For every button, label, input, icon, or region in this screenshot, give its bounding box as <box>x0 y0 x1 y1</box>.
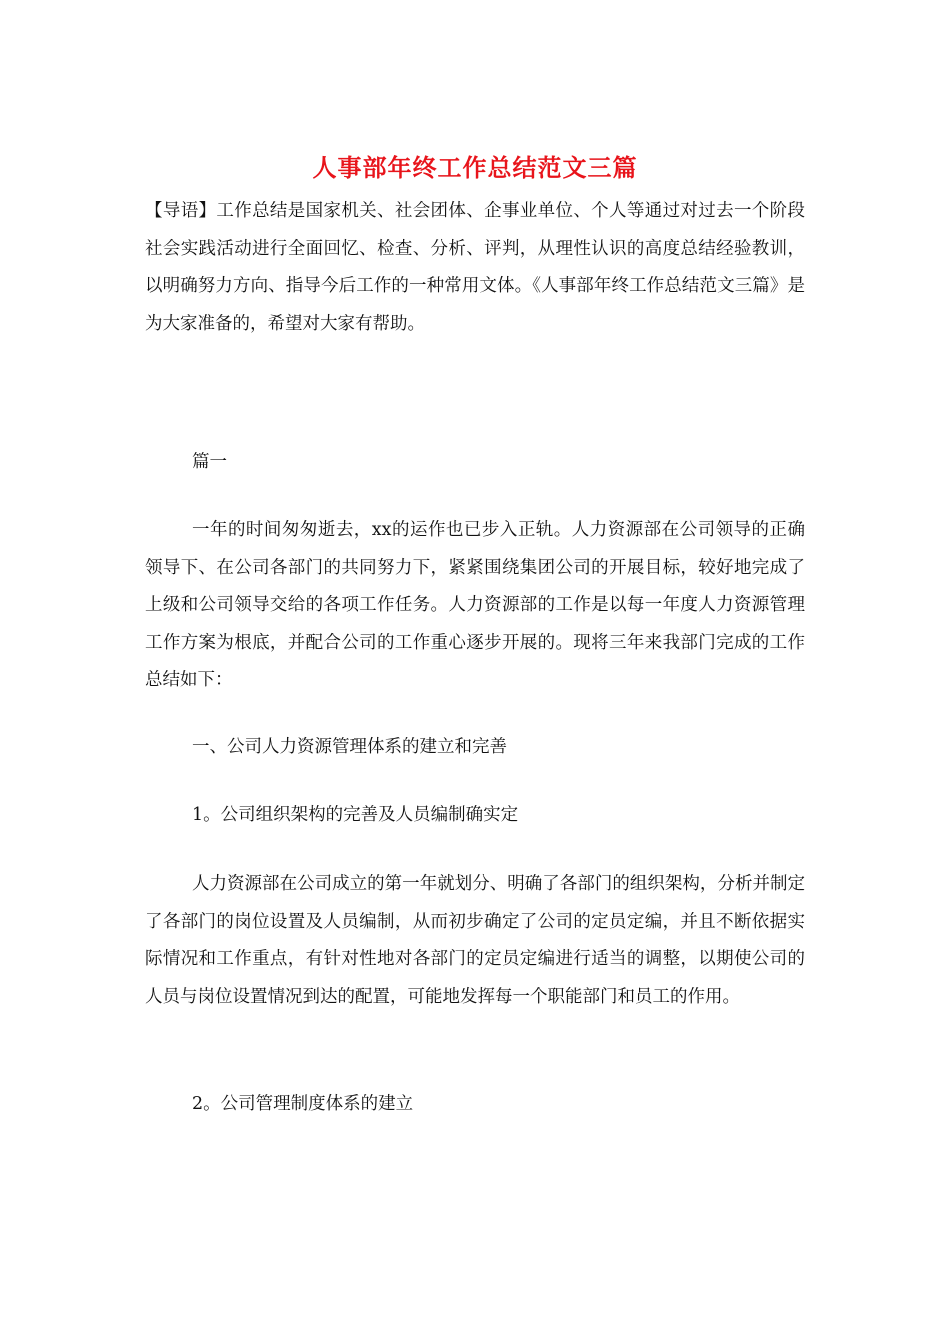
intro-paragraph: 【导语】工作总结是国家机关、社会团体、企事业单位、个人等通过对过去一个阶段社会实践活动进行全面回忆、检查、分析、评判，从理性认识的高度总结经验教训，以明确努力方向、指导今后工作的一种常用文体。《人事部年终工作总结范文三篇》是为大家准备的，希望对大家有帮助。 <box>145 201 805 334</box>
heading-1: 一、公司人力资源管理体系的建立和完善 <box>192 737 507 757</box>
section-label: 篇一 <box>192 452 227 472</box>
body-paragraph-2: 人力资源部在公司成立的第一年就划分、明确了各部门的组织架构，分析并制定了各部门的岗位设置及人员编制，从而初步确定了公司的定员定编，并且不断依据实际情况和工作重点，有针对性地对各部门的定员定编进行适当的调整，以期使公司的人员与岗位设置情况到达的配置，可能地发挥每一个职能部门和员工的作用。 <box>145 874 805 1007</box>
document-title: 人事部年终工作总结范文三篇 <box>312 153 638 182</box>
heading-1-2: 2。公司管理制度体系的建立 <box>192 1094 414 1114</box>
body-paragraph-1: 一年的时间匆匆逝去，xx的运作也已步入正轨。人力资源部在公司领导的正确领导下、在公司各部门的共同努力下，紧紧围绕集团公司的开展目标，较好地完成了上级和公司领导交给的各项工作任务。人力资源部的工作是以每一年度人力资源管理工作方案为根底，并配合公司的工作重心逐步开展的。现将三年来我部门完成的工作总结如下： <box>145 520 805 690</box>
heading-1-1: 1。公司组织架构的完善及人员编制确实定 <box>192 805 519 825</box>
